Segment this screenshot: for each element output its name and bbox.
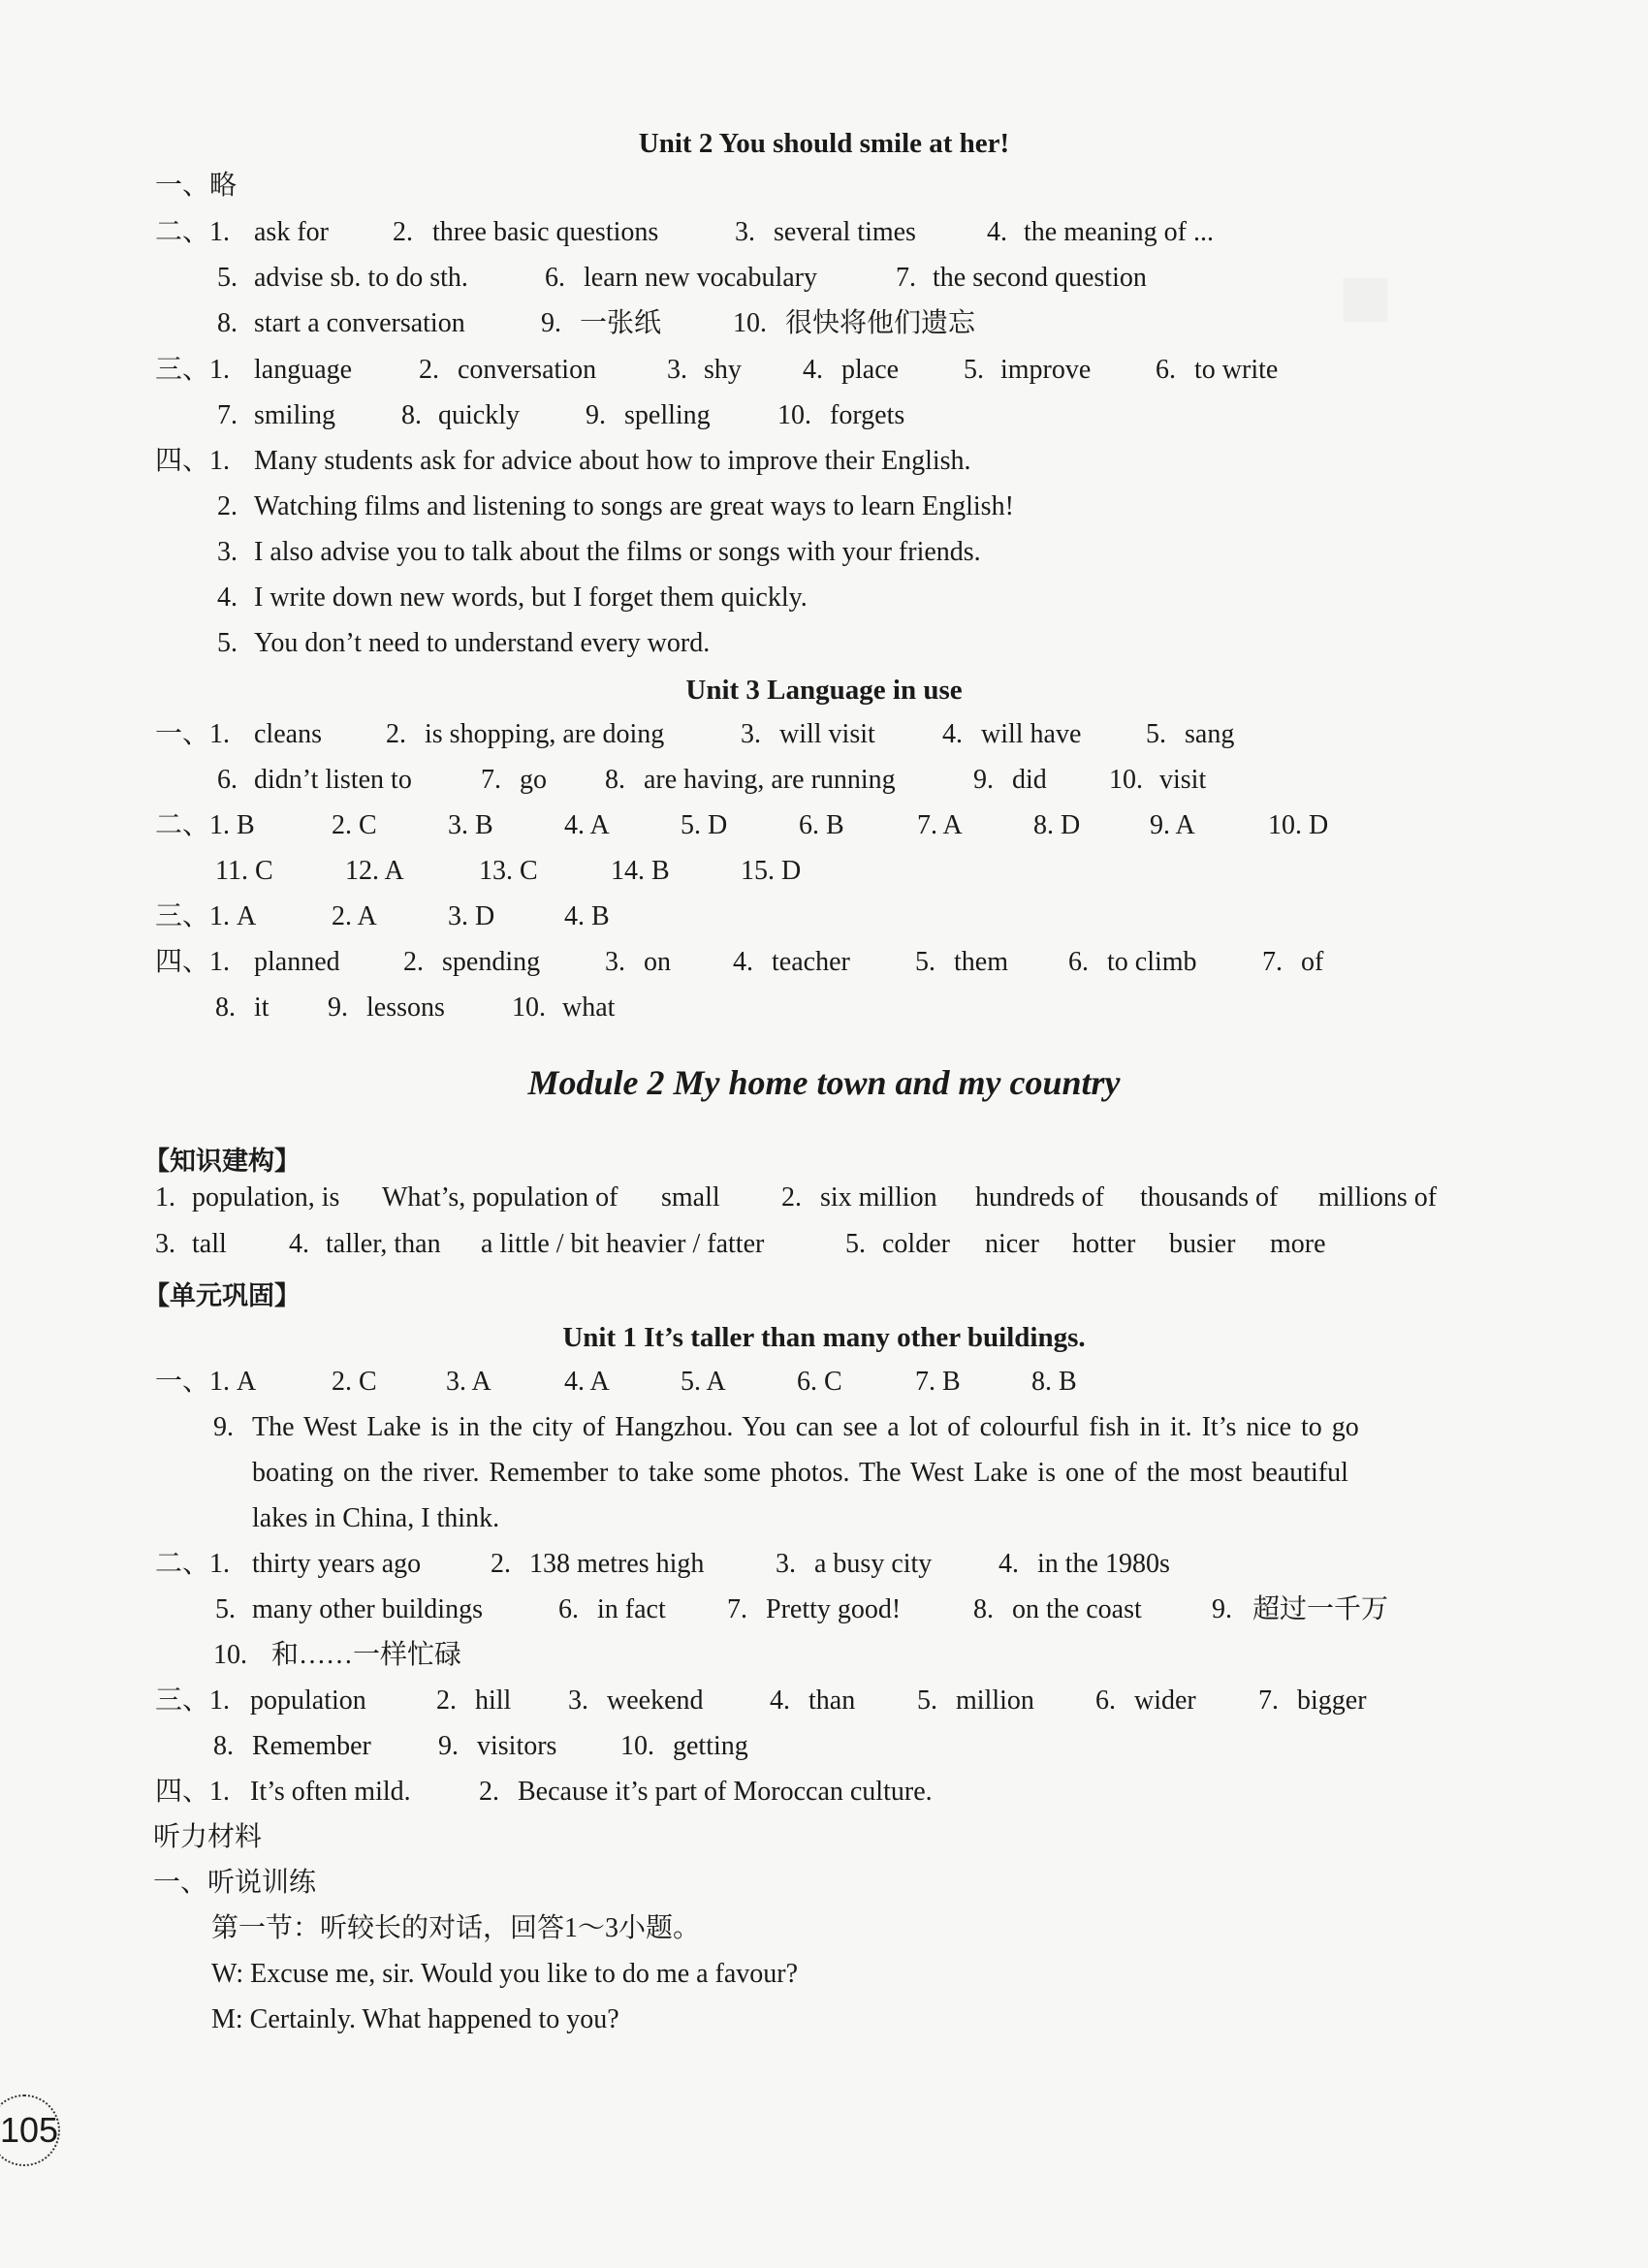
section-tag-knowledge: 【知识建构】	[143, 1147, 301, 1177]
watermark: ■	[1338, 262, 1393, 330]
listening-subtitle: 一、听说训练	[153, 1868, 317, 1898]
dialogue-line: W: Excuse me, sir. Would you like to do me a favour?	[211, 1959, 799, 1989]
listening-instruction: 第一节：听较长的对话，回答1～3小题。	[211, 1913, 701, 1943]
unit-3-heading: Unit 3 Language in use	[685, 675, 963, 706]
page-number: 105	[0, 2110, 59, 2150]
listening-title: 听力材料	[153, 1822, 263, 1852]
answer-key-page: ■ Unit 2 You should smile at her! 一、略 二、1. ask for 2. three basic questions 3. several times 4. the meaning of ... 5. advise sb. to do sth. 6. learn new vocabulary 7. the second question 8. start a conversation 9. 一张纸 10. 很快将他们遗忘 三、1. language 2. conversation 3. shy 4. place 5. improve 6. to write 7. smiling 8. quickly 9. spelling 10. forgets 四、1. Many students ask for advice about how to improve their English. 2. Watching films and listening to songs are great ways to learn English! 3. I also advise you to talk about the films or songs with your friends. 4. I write down new words, but I forget them quickly. 5. You don’t need to understand every word. Unit 3 Language in use 一、1. cleans 2. is shopping, are doing 3. will visit 4. will have 5. sang 6. didn’t listen to 7. go 8. are having, are running 9. did 10. visit 二、1. B 2. C 3. B 4. A 5. D 6. B 7. A 8. D 9. A 10. D 11. C 12. A 13. C 14. B 15. D 三、1. A 2. A 3. D 4. B 四、1. planned 2. spending 3. on 4. teacher 5. them 6. to climb 7. of 8. it 9. lessons 10. what Module 2 My home town and my country 【知识建构】 1. population, is What’s, population of small 2. six million hundreds of thousands of millions of 3. tall 4. taller, than a little / bit heavier / fatter 5. colder nicer hotter busier more 【单元巩固】 Unit 1 It’s taller than many other buildings. 一、1. A 2. C 3. A 4. A 5. A 6. C 7. B 8. B 9. The West Lake is in the city of Hangzhou. You can see a lot of colourful fish in it. It’s nice to go boating on the river. Remember to take some photos. The West Lake is one of the most beautiful lakes in China, I think. 二、1. thirty years ago 2. 138 metres high 3. a busy city 4. in the 1980s 5. many other buildings 6. in fact 7. Pretty good! 8. on the coast 9. 超过一千万 10. 和……一样忙碌 三、1. population 2. hill 3. weekend 4. than 5. million 6. wider 7. bigger 8. Remember 9. visitors 10. getting 四、1. It’s often mild. 2. Because it’s part of Moroccan culture. 听力材料 一、听说训练 第一节：听较长的对话，回答1～3小题。 W: Excuse me, sir. Would you like to do me a favour? M: Certainly. What happened to you? 105	[0, 0, 1648, 2268]
unit-1-heading: Unit 1 It’s taller than many other buildings.	[562, 1322, 1086, 1353]
module-title: Module 2 My home town and my country	[527, 1063, 1121, 1102]
unit-2-heading: Unit 2 You should smile at her!	[638, 128, 1010, 159]
section-tag-consolidation: 【单元巩固】	[143, 1281, 301, 1311]
dialogue-line: M: Certainly. What happened to you?	[211, 2004, 619, 2034]
